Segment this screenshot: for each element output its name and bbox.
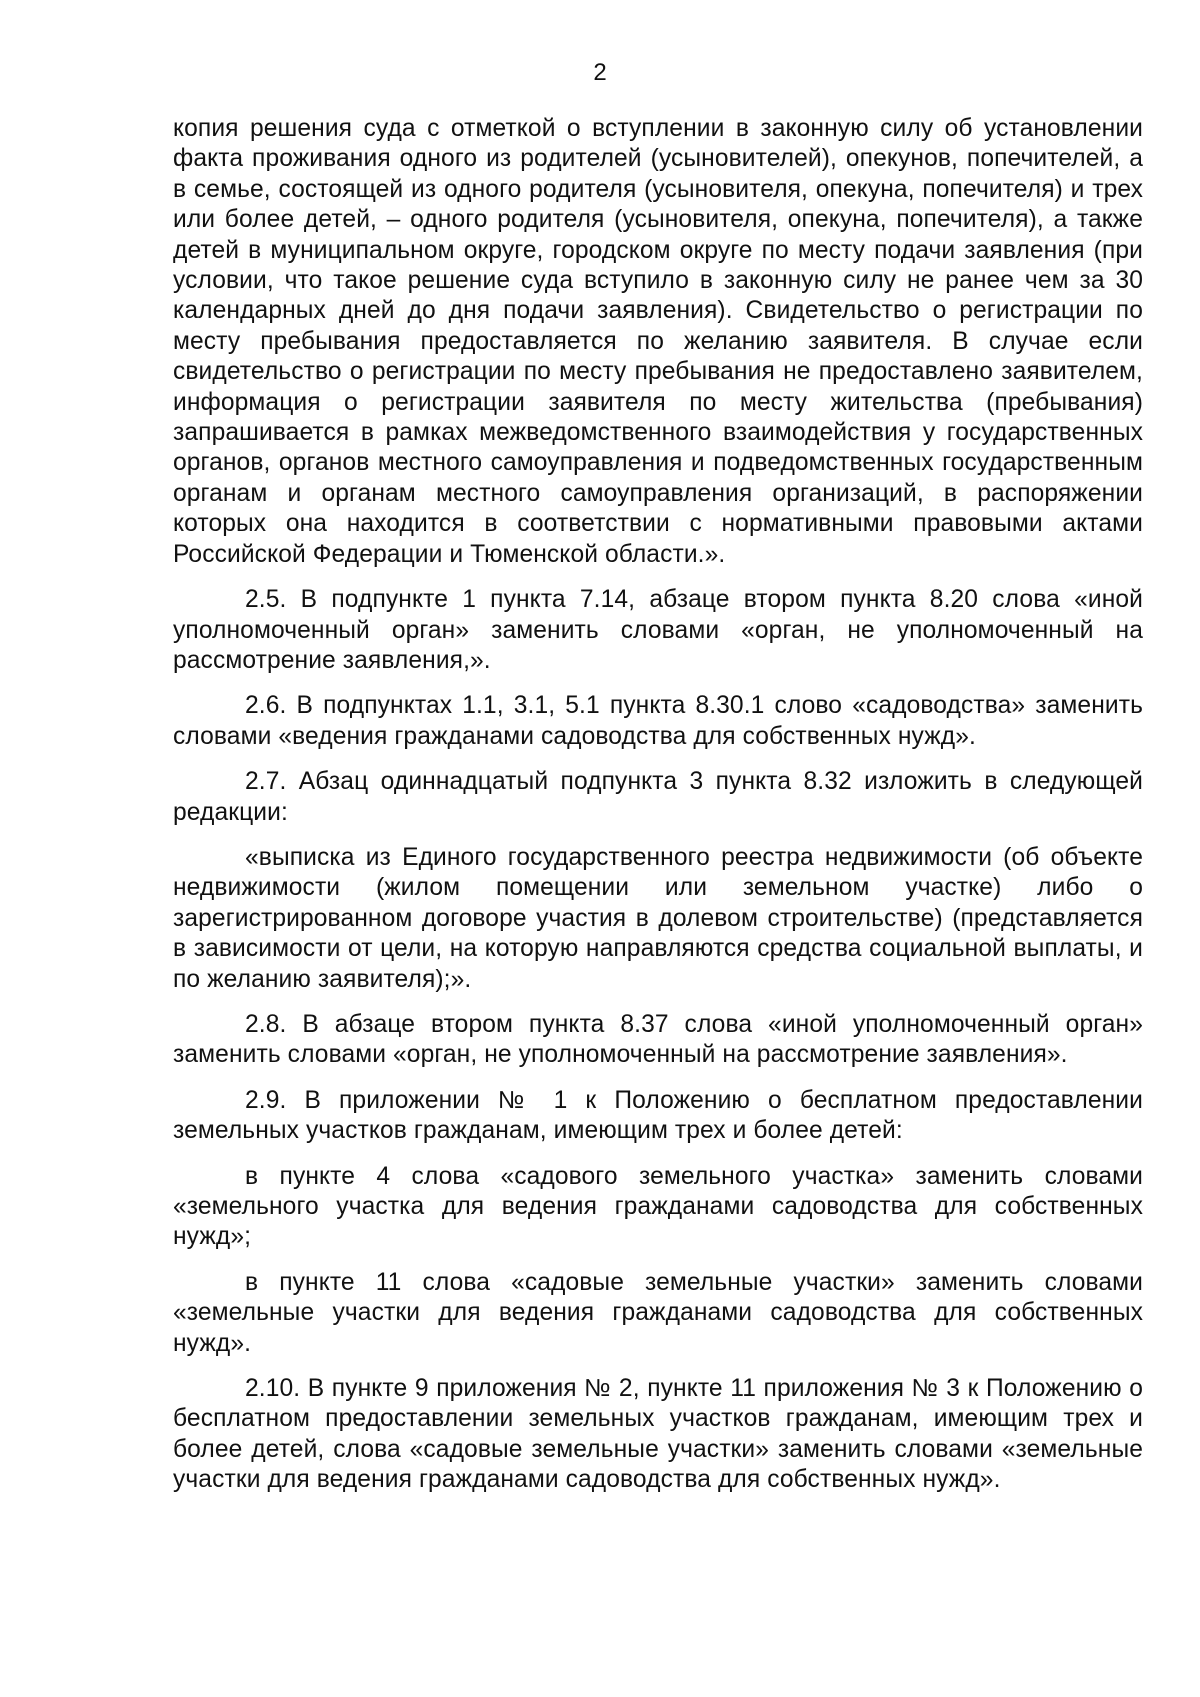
document-body [173, 114, 1143, 1496]
paragraph-2-7-quote: «выписка из Единого государственного реестра недвижимости (об объекте недвижимости (жилом помещении или земельном участке) либо о зарегистрированном договоре участия в долевом строительстве) (представляется в зависимости от цели, на которую направляются средства социальной выплаты, и по желанию заявителя);». [173, 843, 1143, 993]
paragraph-2-9: 2.9. В приложении № 1 к Положению о бесплатном предоставлении земельных участков гражданам, имеющим трех и более детей: [173, 1086, 1143, 1145]
page-number: 2 [593, 59, 607, 86]
paragraph-2-9-item-4: в пункте 4 слова «садового земельного участка» заменить словами «земельного участка для ведения гражданами садоводства для собственных нужд»; [173, 1162, 1143, 1251]
paragraph-2-7: 2.7. Абзац одиннадцатый подпункта 3 пункта 8.32 изложить в следующей редакции: [173, 768, 1143, 826]
paragraph-2-10: 2.10. В пункте 9 приложения № 2, пункте 11 приложения № 3 к Положению о бесплатном предоставлении земельных участков гражданам, имеющим трех и более детей, слова «садовые земельные участки» заменить словами «земельные участки для ведения гражданами садоводства для собственных нужд». [173, 1375, 1143, 1494]
paragraph-2-9-item-11: в пункте 11 слова «садовые земельные участки» заменить словами «земельные участки для ведения гражданами садоводства для собственных нужд». [173, 1268, 1143, 1357]
paragraph-2-8: 2.8. В абзаце втором пункта 8.37 слова «иной уполномоченный орган» заменить словами «орган, не уполномоченный на рассмотрение заявления». [173, 1010, 1143, 1069]
paragraph-2-5: 2.5. В подпункте 1 пункта 7.14, абзаце втором пункта 8.20 слова «иной уполномоченный орган» заменить словами «орган, не уполномоченный на рассмотрение заявления,». [173, 586, 1143, 674]
paragraph-2-6: 2.6. В подпунктах 1.1, 3.1, 5.1 пункта 8.30.1 слово «садоводства» заменить словами «ведения гражданами садоводства для собственных нужд». [173, 692, 1143, 750]
paragraph-continuation: копия решения суда с отметкой о вступлении в законную силу об установлении факта проживания одного из родителей (усыновителей), опекунов, попечителей, а в семье, состоящей из одного родителя (усыновителя, опекуна, попечителя) и трех или более детей, – одного родителя (усыновителя, опекуна, попечителя), а также детей в муниципальном округе, городском округе по месту подачи заявления (при условии, что такое решение суда вступило в законную силу не ранее чем за 30 календарных дней до дня подачи заявления). Свидетельство о регистрации по месту пребывания предоставляется по желанию заявителя. В случае если свидетельство о регистрации по месту пребывания не предоставлено заявителем, информация о регистрации заявителя по месту жительства (пребывания) запрашивается в рамках межведомственного взаимодействия у государственных органов, органов местного самоуправления и подведомственных государственным органам и органам местного самоуправления организаций, в распоряжении которых она находится в соответствии с нормативными правовыми актами Российской Федерации и Тюменской области.». [173, 115, 1143, 568]
